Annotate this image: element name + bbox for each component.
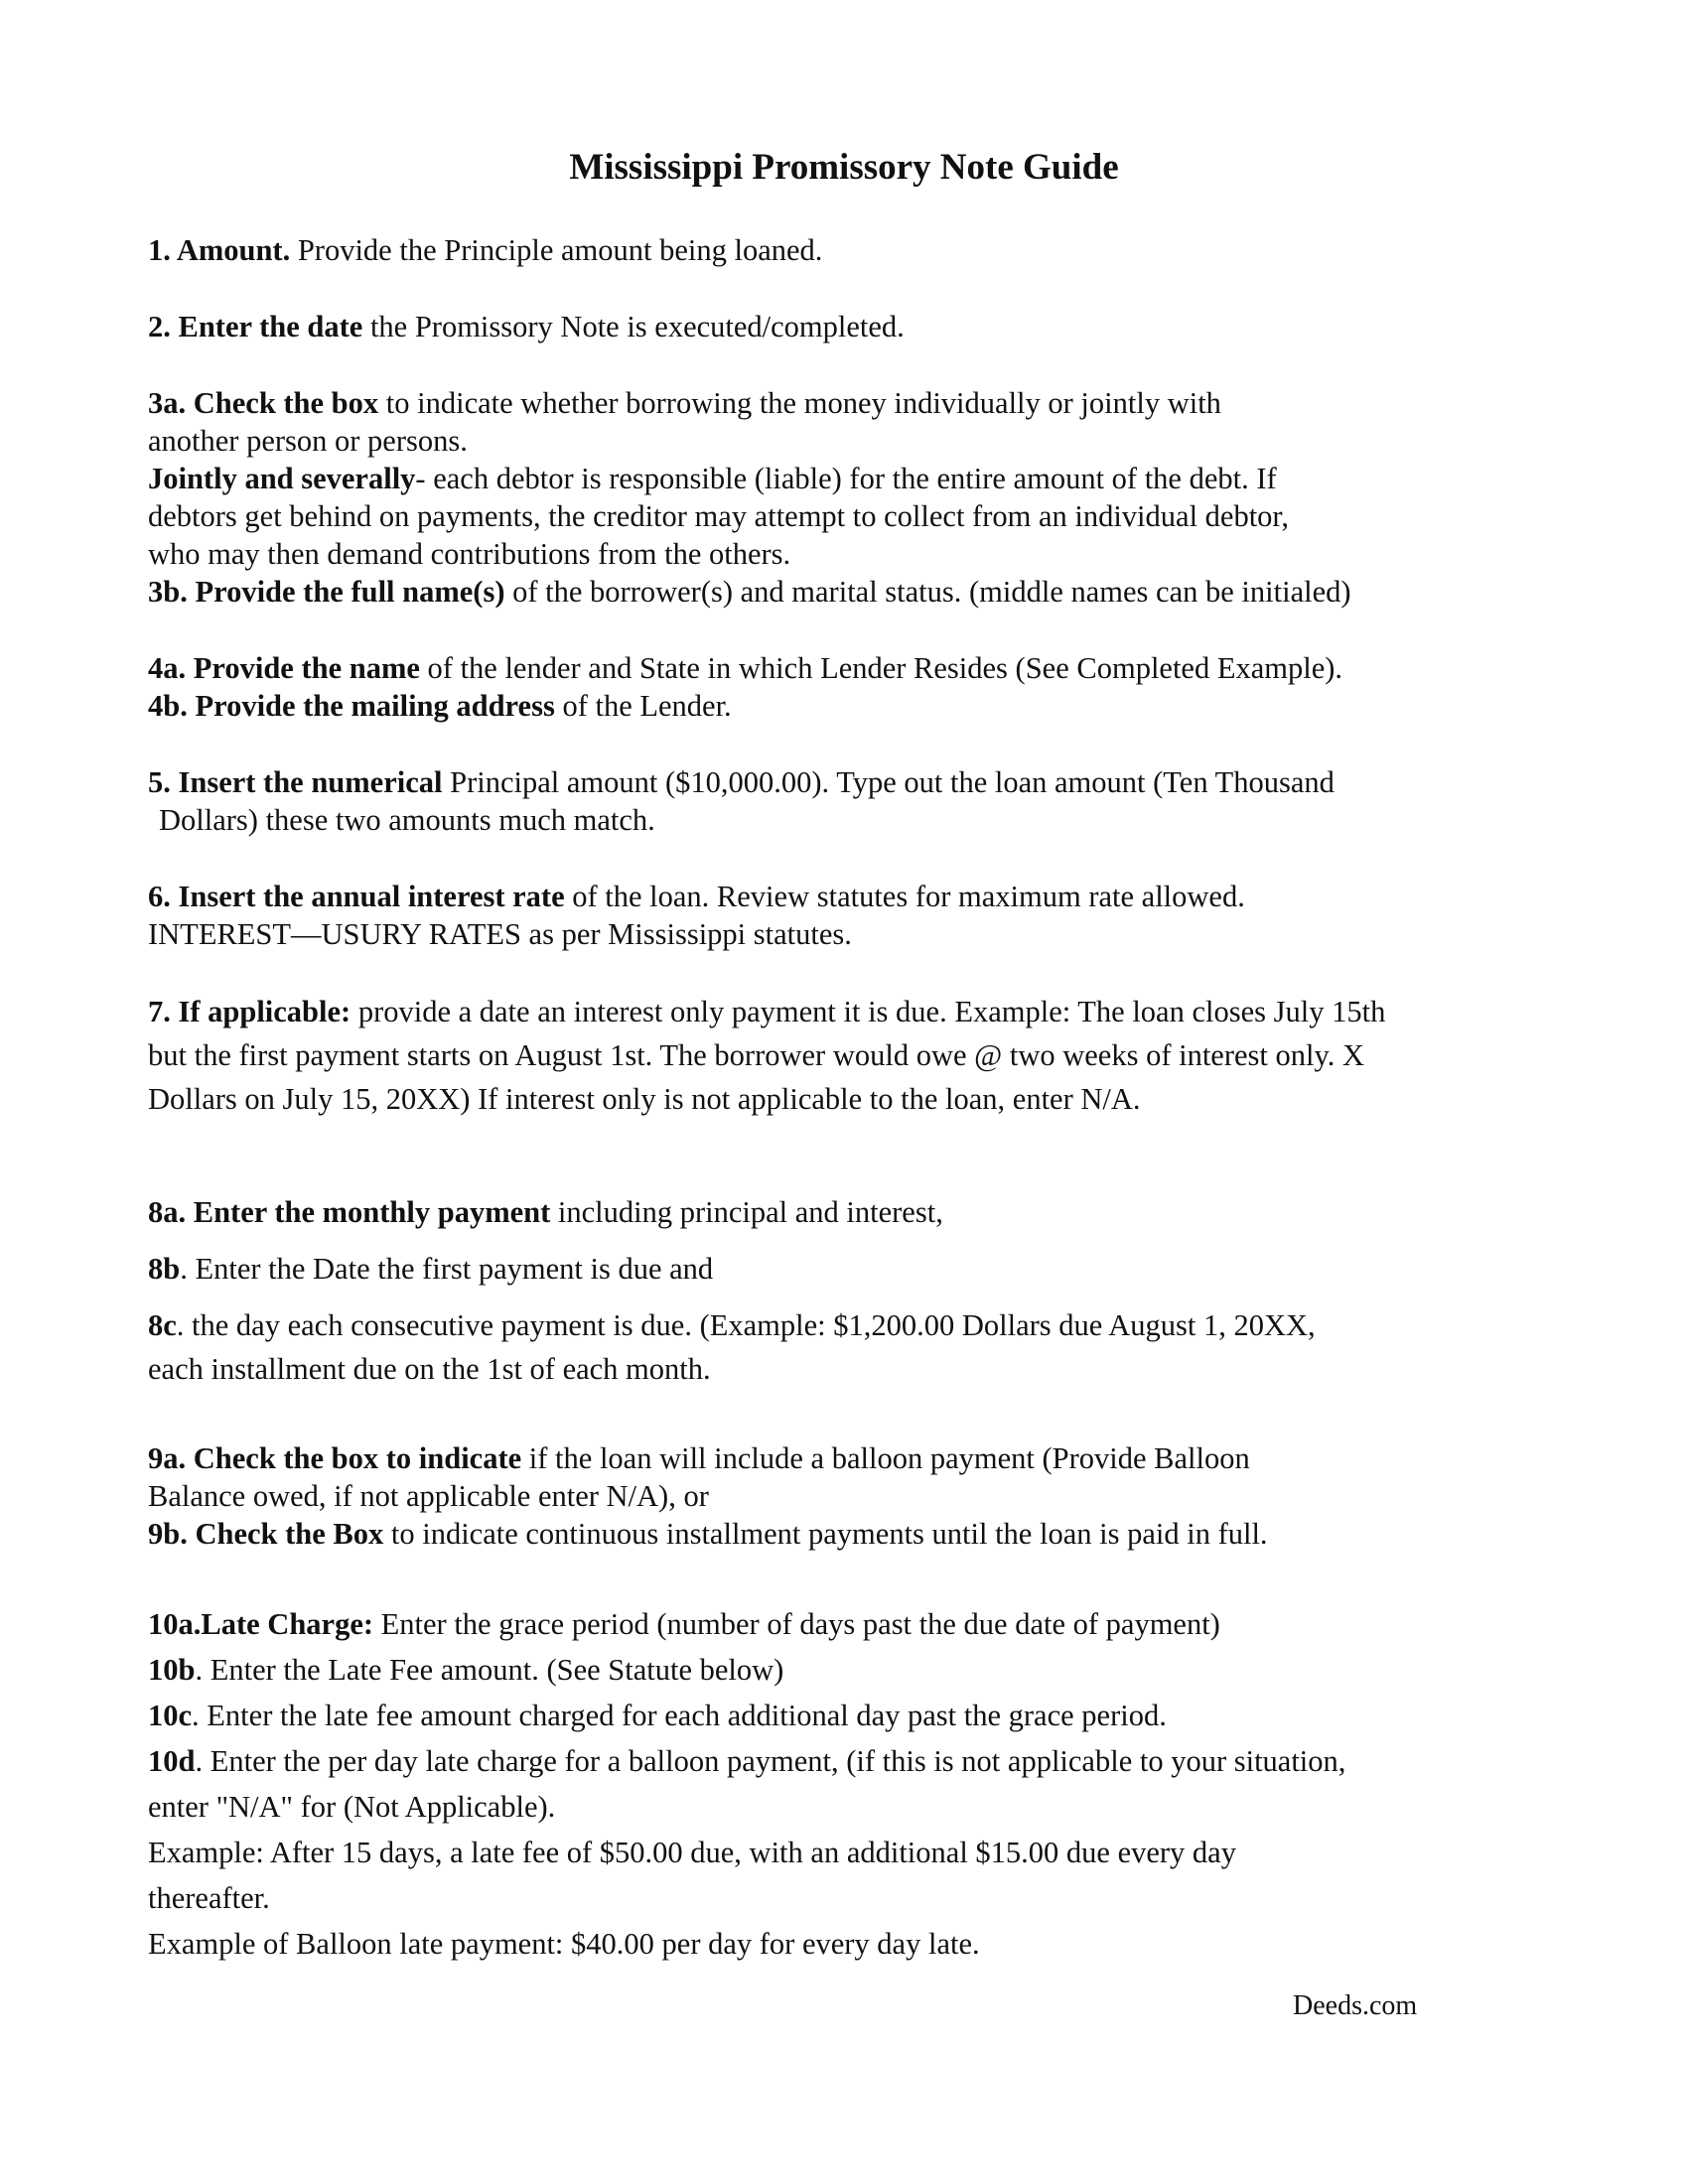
guide-line-4a: 4a. Provide the name of the lender and State in which Lender Resides (See Completed Example). — [148, 651, 1343, 685]
guide-line-9b: 9b. Check the Box to indicate continuous installment payments until the loan is paid in full. — [148, 1517, 1268, 1551]
guide-line-10b: 10b. Enter the Late Fee amount. (See Statute below) — [148, 1653, 784, 1687]
guide-line-7-cont-2: Dollars on July 15, 20XX) If interest only is not applicable to the loan, enter N/A. — [148, 1082, 1141, 1116]
guide-line-10d: 10d. Enter the per day late charge for a balloon payment, (if this is not applicable to your situation, — [148, 1744, 1346, 1778]
guide-line-5: 5. Insert the numerical Principal amount ($10,000.00). Type out the loan amount (Ten Thousand — [148, 765, 1335, 799]
guide-line-8a: 8a. Enter the monthly payment including principal and interest, — [148, 1195, 943, 1229]
guide-line-7-cont-1: but the first payment starts on August 1st. The borrower would owe @ two weeks of interest only. X — [148, 1038, 1365, 1072]
guide-line-4b: 4b. Provide the mailing address of the Lender. — [148, 689, 732, 723]
guide-line-example-late-fee-cont: thereafter. — [148, 1881, 270, 1915]
guide-line-jointly-cont-2: who may then demand contributions from the others. — [148, 537, 791, 571]
guide-line-7: 7. If applicable: provide a date an interest only payment it is due. Example: The loan closes July 15th — [148, 995, 1386, 1028]
guide-line-9a: 9a. Check the box to indicate if the loan will include a balloon payment (Provide Balloon — [148, 1441, 1250, 1475]
guide-line-3a-cont: another person or persons. — [148, 424, 468, 458]
guide-line-jointly-cont-1: debtors get behind on payments, the creditor may attempt to collect from an individual debtor, — [148, 499, 1289, 533]
guide-line-1-amount: 1. Amount. Provide the Principle amount being loaned. — [148, 233, 823, 267]
guide-line-6-cont: INTEREST—USURY RATES as per Mississippi statutes. — [148, 917, 852, 951]
guide-line-5-cont: Dollars) these two amounts much match. — [159, 803, 655, 837]
guide-line-6: 6. Insert the annual interest rate of the loan. Review statutes for maximum rate allowed. — [148, 880, 1245, 913]
guide-line-example-late-fee: Example: After 15 days, a late fee of $50.00 due, with an additional $15.00 due every day — [148, 1836, 1236, 1869]
guide-line-9a-cont: Balance owed, if not applicable enter N/A), or — [148, 1479, 709, 1513]
guide-line-jointly: Jointly and severally- each debtor is responsible (liable) for the entire amount of the debt. If — [148, 462, 1277, 495]
guide-line-8c-cont: each installment due on the 1st of each month. — [148, 1352, 711, 1386]
guide-line-3a: 3a. Check the box to indicate whether borrowing the money individually or jointly with — [148, 386, 1221, 420]
guide-line-8c: 8c. the day each consecutive payment is due. (Example: $1,200.00 Dollars due August 1, 20XX, — [148, 1308, 1316, 1342]
guide-line-10d-cont: enter "N/A" for (Not Applicable). — [148, 1790, 556, 1824]
guide-line-2-date: 2. Enter the date the Promissory Note is executed/completed. — [148, 310, 905, 343]
page-title: Mississippi Promissory Note Guide — [569, 147, 1119, 188]
guide-line-3b: 3b. Provide the full name(s) of the borrower(s) and marital status. (middle names can be initialed) — [148, 575, 1351, 609]
guide-line-10c: 10c. Enter the late fee amount charged for each additional day past the grace period. — [148, 1699, 1167, 1732]
guide-line-10a: 10a.Late Charge: Enter the grace period (number of days past the due date of payment) — [148, 1607, 1220, 1641]
guide-line-example-balloon: Example of Balloon late payment: $40.00 per day for every day late. — [148, 1927, 980, 1961]
footer-source: Deeds.com — [1293, 1990, 1418, 2021]
guide-line-8b: 8b. Enter the Date the first payment is due and — [148, 1252, 714, 1286]
